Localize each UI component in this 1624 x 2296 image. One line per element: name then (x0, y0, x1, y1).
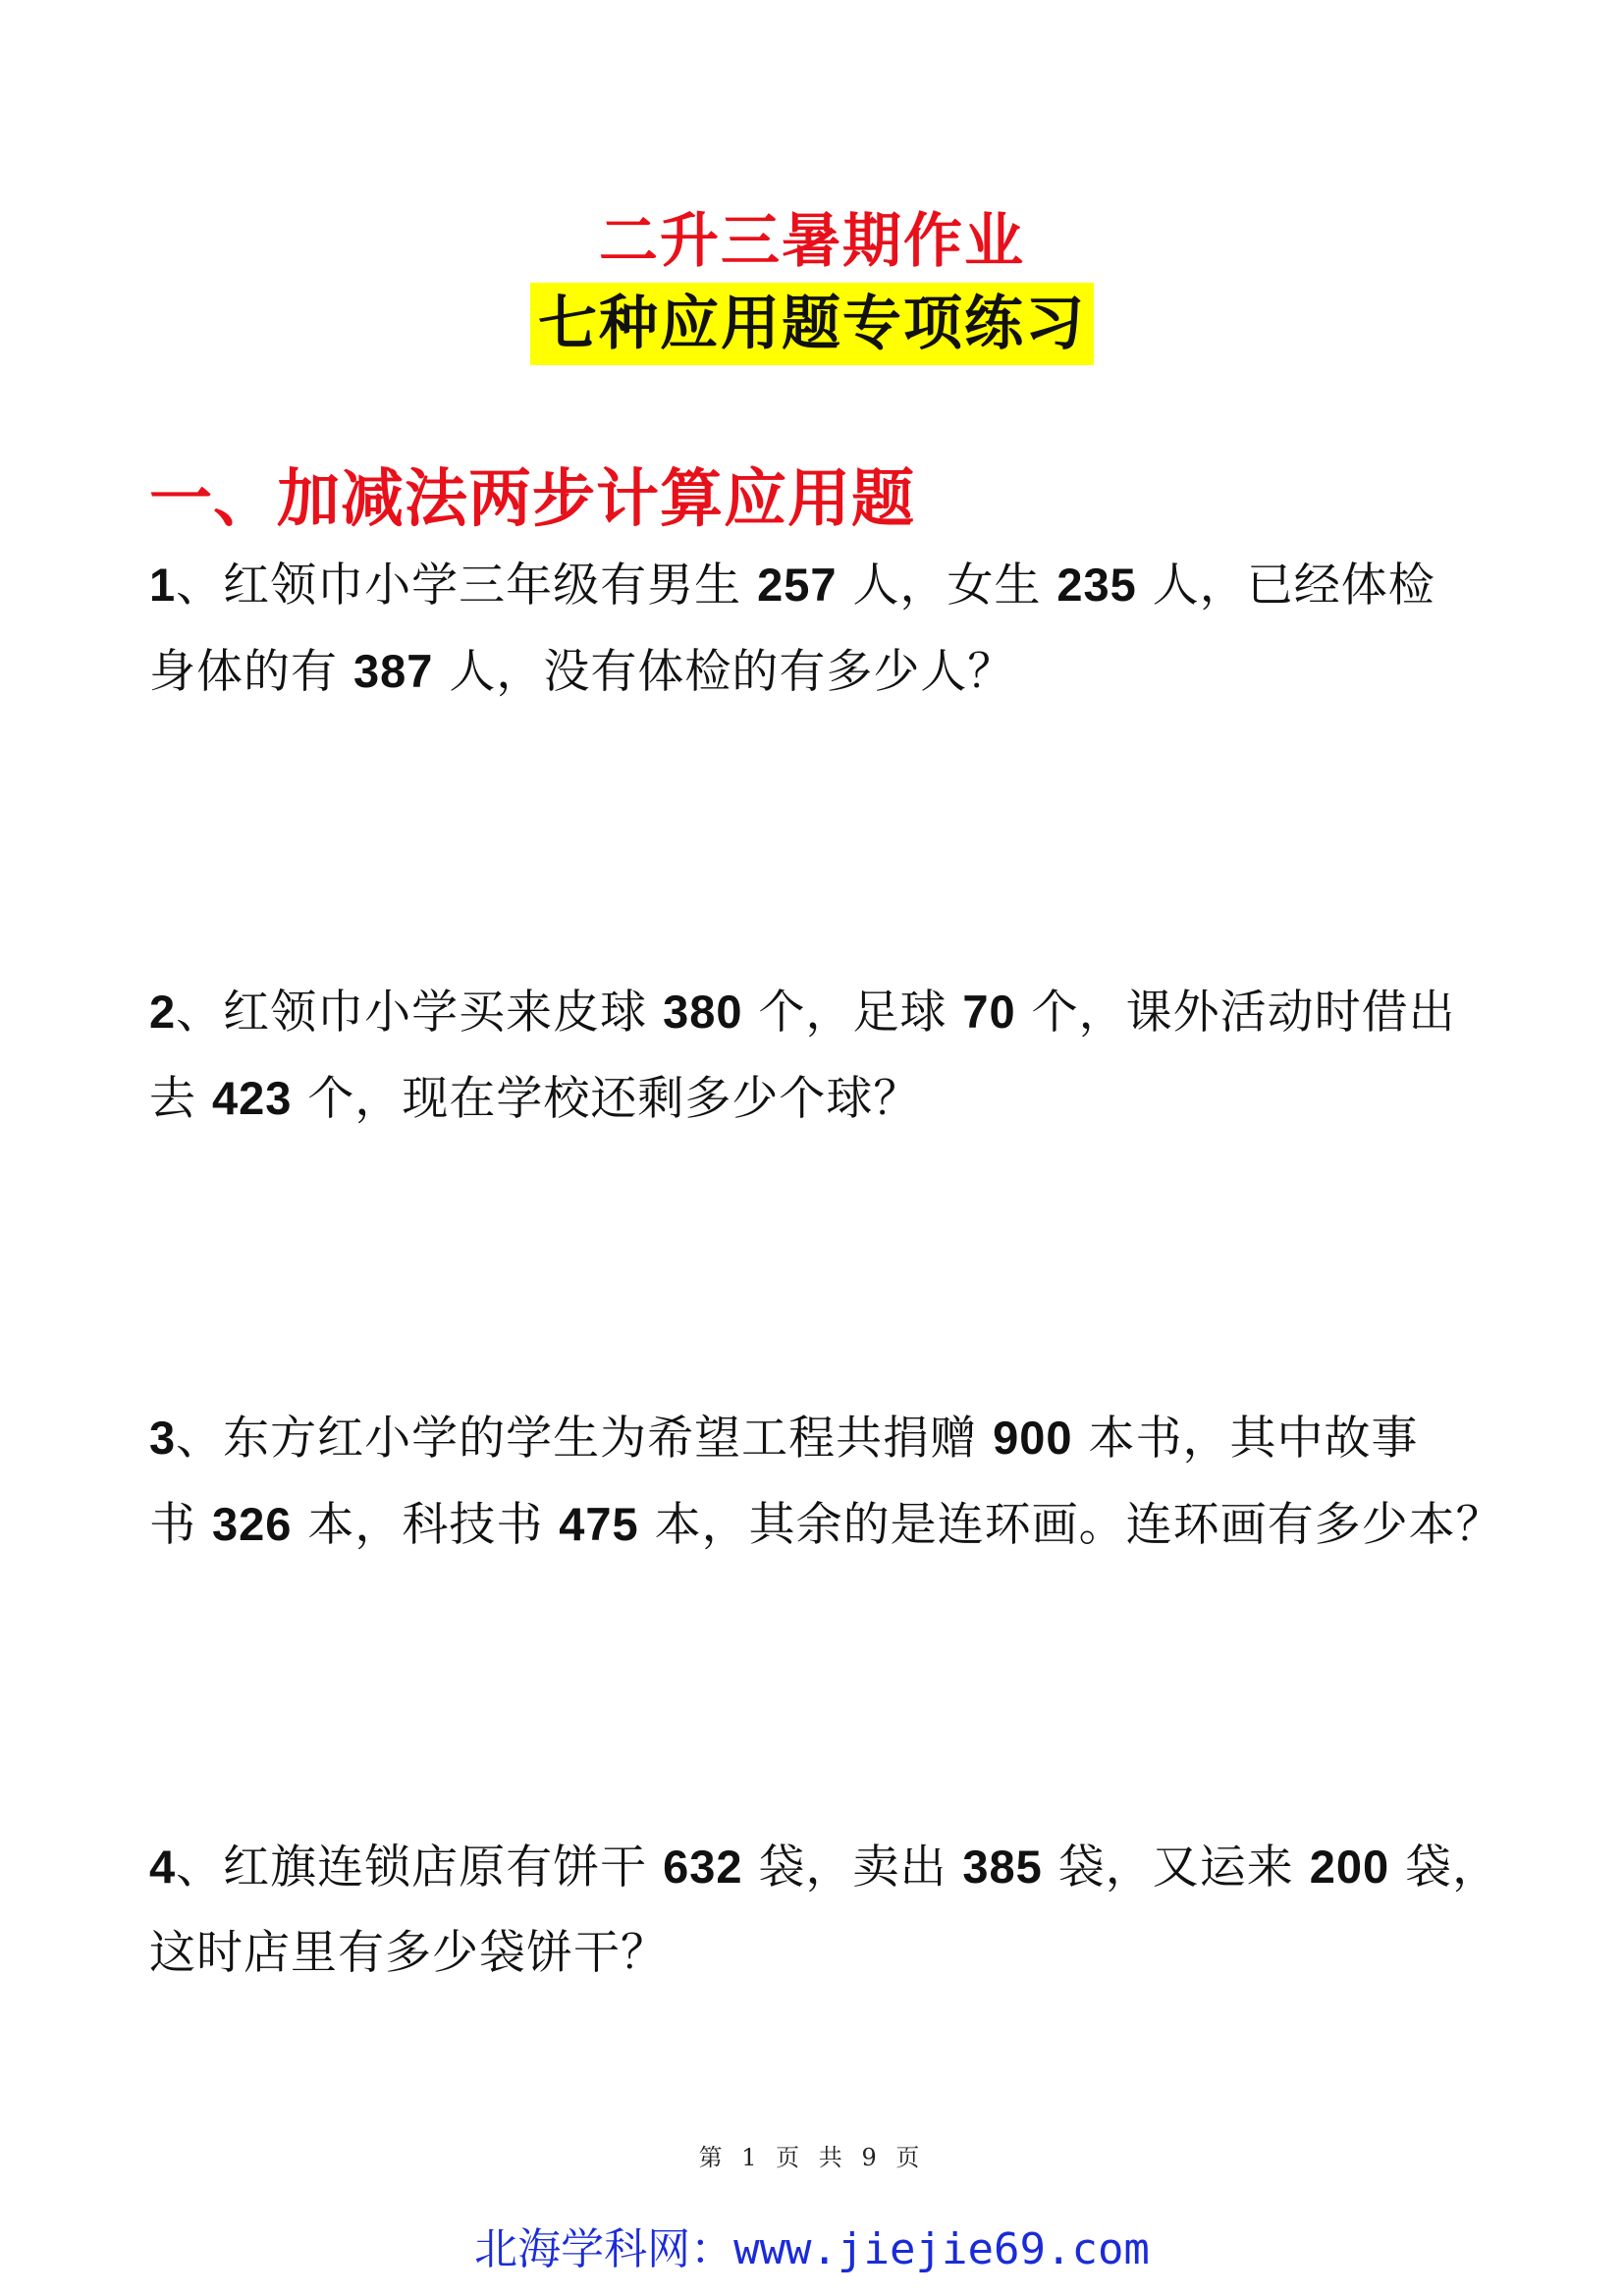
problem-quantity: 475 (559, 1498, 639, 1550)
problem-line (149, 969, 1485, 1055)
problem-text: 个，足球 (742, 986, 963, 1040)
problem-text: 个，课外活动时借出 (1015, 986, 1456, 1040)
problem-quantity: 385 (962, 1841, 1043, 1893)
problem-quantity: 326 (211, 1498, 293, 1550)
problem-number: 2 (149, 986, 177, 1038)
problem-quantity: 235 (1056, 559, 1137, 611)
problem-line (149, 1824, 1500, 1910)
watermark-url: www.jiejie69.com (733, 2224, 1150, 2274)
page-number-footer: 第 1 页 共 9 页 (698, 2144, 926, 2171)
problem-text: 书 (149, 1498, 212, 1552)
problem-3 (149, 1395, 1503, 1568)
problem-text: 袋，卖出 (742, 1841, 963, 1895)
problem-text: 这时店里有多少袋饼干？ (149, 1926, 668, 1980)
document-subtitle-wrapper (0, 283, 1624, 365)
document-title: 二升三暑期作业 (599, 207, 1025, 276)
problem-1 (149, 542, 1485, 715)
problem-text: 、红领巾小学买来皮球 (176, 986, 664, 1040)
problem-2 (149, 969, 1485, 1142)
problem-quantity: 900 (993, 1412, 1073, 1464)
problem-text: 袋， (1389, 1841, 1500, 1895)
problem-quantity: 423 (211, 1072, 293, 1124)
problem-text: 、红旗连锁店原有饼干 (176, 1841, 664, 1895)
problem-quantity: 632 (663, 1841, 743, 1893)
problem-quantity: 257 (757, 559, 838, 611)
problem-text: 去 (149, 1072, 212, 1126)
document-subtitle-highlighted: 七种应用题专项练习 (530, 283, 1094, 365)
problem-quantity: 380 (663, 986, 743, 1038)
problem-line (149, 1481, 1503, 1568)
problem-text: 本书，其中故事 (1072, 1412, 1419, 1466)
problem-text: 本，其余的是连环画。连环画有多少本？ (638, 1498, 1503, 1552)
problem-line (149, 1910, 1485, 1996)
problem-text: 个，现在学校还剩多少个球？ (292, 1072, 921, 1126)
problem-quantity: 200 (1309, 1841, 1390, 1893)
problem-line (149, 628, 1485, 715)
problem-number: 3 (149, 1412, 177, 1464)
problem-quantity: 387 (352, 645, 434, 697)
problem-text: 袋，又运来 (1042, 1841, 1310, 1895)
problem-line (149, 1395, 1485, 1481)
problem-4 (149, 1824, 1500, 1996)
problem-text: 本，科技书 (292, 1498, 560, 1552)
problem-number: 4 (149, 1841, 177, 1893)
problem-text: 、红领巾小学三年级有男生 (176, 559, 758, 613)
problem-quantity: 70 (962, 986, 1016, 1038)
section-heading: 一、加减法两步计算应用题 (149, 463, 915, 536)
problem-text: 人，女生 (837, 559, 1057, 613)
problem-number: 1 (149, 559, 177, 611)
problem-text: 身体的有 (149, 645, 353, 699)
problem-text: 、东方红小学的学生为希望工程共捐赠 (176, 1412, 994, 1466)
problem-text: 人，已经体检 (1136, 559, 1435, 613)
problem-line (149, 542, 1485, 628)
problem-line (149, 1055, 1485, 1142)
problem-text: 人，没有体检的有多少人？ (433, 645, 1015, 699)
watermark-label: 北海学科网： (474, 2224, 734, 2274)
site-watermark (0, 2220, 1624, 2279)
